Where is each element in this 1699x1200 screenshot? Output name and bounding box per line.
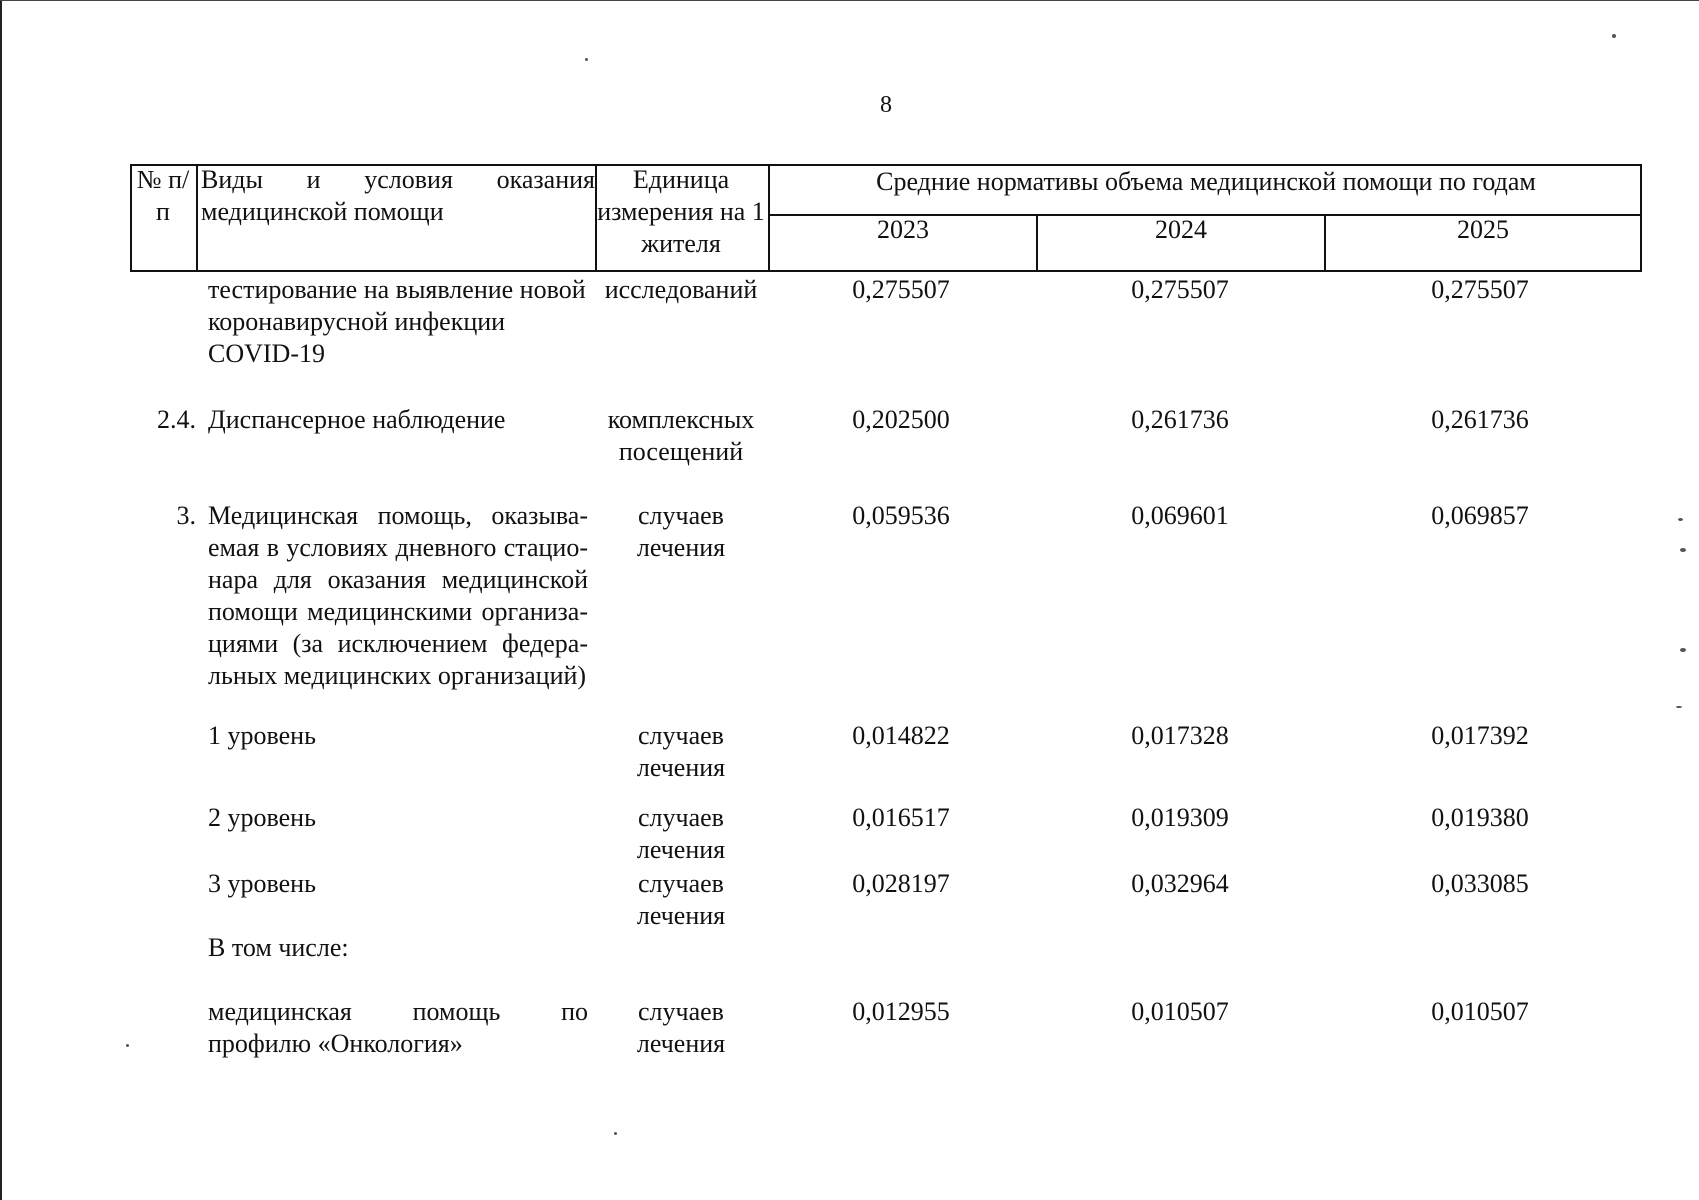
row-unit: исследований: [604, 275, 758, 304]
row-value-2024: 0,275507: [1131, 275, 1229, 304]
row-value-2024: 0,019309: [1131, 803, 1229, 832]
row-value-2025: 0,010507: [1431, 997, 1529, 1026]
row-name: 2 уровень: [208, 803, 316, 832]
row-value-2023: 0,275507: [852, 275, 950, 304]
header-year-2023: 2023: [877, 215, 929, 244]
scan-speck: [1678, 518, 1683, 521]
header-kind: [201, 164, 595, 228]
row-value-2025: 0,017392: [1431, 721, 1529, 750]
scan-speck: [585, 58, 588, 61]
header-border-bottom: [130, 270, 1642, 272]
scan-speck: [1612, 34, 1616, 38]
row-number: 3.: [176, 501, 196, 530]
scan-speck: [614, 1132, 617, 1135]
row-name: В том числе:: [208, 933, 349, 962]
row-unit: случаев лечения: [636, 869, 726, 930]
row-name: Медицинская помощь, оказыва-емая в условиях дневного стацио-нара для оказания медицинской помощи медицинскими организа-циями (за исключением федера-льных медицинских организаций): [208, 501, 588, 690]
row-value-2024: 0,017328: [1131, 721, 1229, 750]
scan-edge-top: [0, 0, 1699, 1]
header-kind-line2: медицинской помощи: [201, 197, 444, 226]
row-unit: случаев лечения: [636, 721, 726, 782]
scan-speck: [1680, 648, 1686, 652]
row-name: Диспансерное наблюдение: [208, 405, 506, 434]
header-year-2025: 2025: [1457, 215, 1509, 244]
row-value-2024: 0,032964: [1131, 869, 1229, 898]
row-number: 2.4.: [157, 405, 196, 434]
row-unit: случаев лечения: [636, 803, 726, 864]
header-number: № п/п: [136, 165, 190, 226]
row-value-2025: 0,019380: [1431, 803, 1529, 832]
row-value-2023: 0,014822: [852, 721, 950, 750]
row-value-2024: 0,069601: [1131, 501, 1229, 530]
row-unit: комплексных посещений: [607, 405, 755, 466]
scan-speck: [126, 1044, 129, 1047]
table-header: [130, 164, 1642, 274]
row-value-2023: 0,012955: [852, 997, 950, 1026]
header-unit: Единица измерения на 1 жителя: [597, 165, 765, 258]
scan-speck: [1680, 548, 1686, 552]
header-group: Средние нормативы объема медицинской помощи по годам: [876, 167, 1536, 196]
page-number: 8: [880, 92, 892, 118]
row-name: тестирование на выявление новой коронавирусной инфекции COVID-19: [208, 275, 586, 368]
row-value-2024: 0,010507: [1131, 997, 1229, 1026]
row-unit: случаев лечения: [636, 501, 726, 562]
row-value-2025: 0,261736: [1431, 405, 1529, 434]
row-name: медицинская помощь по профилю «Онкология»: [208, 997, 588, 1058]
row-value-2023: 0,202500: [852, 405, 950, 434]
row-value-2023: 0,059536: [852, 501, 950, 530]
row-value-2025: 0,069857: [1431, 501, 1529, 530]
row-name: 3 уровень: [208, 869, 316, 898]
row-name: 1 уровень: [208, 721, 316, 750]
scan-edge-left: [0, 0, 2, 1200]
row-unit: случаев лечения: [636, 997, 726, 1058]
row-value-2023: 0,016517: [852, 803, 950, 832]
header-divider-1: [196, 164, 198, 272]
header-year-2024: 2024: [1155, 215, 1207, 244]
row-value-2025: 0,275507: [1431, 275, 1529, 304]
scan-speck: [1676, 706, 1682, 708]
row-value-2025: 0,033085: [1431, 869, 1529, 898]
row-value-2024: 0,261736: [1131, 405, 1229, 434]
header-kind-line1: Виды и условия оказания: [201, 165, 595, 194]
row-value-2023: 0,028197: [852, 869, 950, 898]
